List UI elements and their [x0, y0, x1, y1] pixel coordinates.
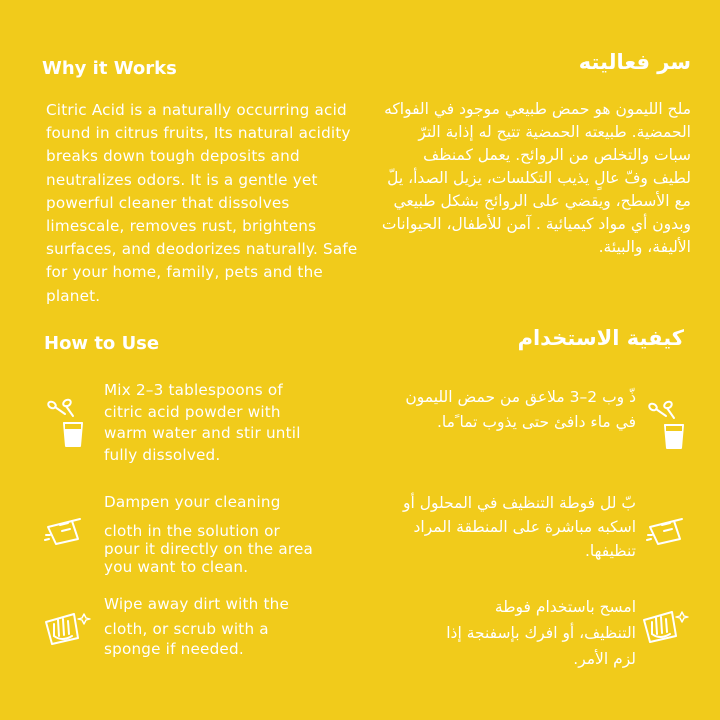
why-text-ar: ملح الليمون هو حمض طبيعي موجود في الفواكه الحمضية. طبيعته الحمضية تتيح له إذابة الترّ سبات والتخلص من الروائح. يعمل كمنظف لطيف وفّ عالٍ يذيب التكلسات، يزيل الصدأ، يلّ مع الأسطح، ويقضي على الروائح بشكل طبيعي وبدون أي مواد كيميائية . آمن للأطفال، الحيوانات الأليفة، والبيئة.	[381, 100, 691, 256]
why-text-en: Citric Acid is a naturally occurring acid found in citrus fruits, Its natural acidity breaks down tough deposits and neutralizes odors. It is a gentle yet powerful cleaner that dissolves limescale, removes rust, brightens surfaces, and deodorizes naturally. Safe for your home, family, pets and the planet.	[46, 101, 358, 305]
step-2-text-en-b: cloth in the solution or pour it directly on the area you want to clean.	[104, 522, 314, 576]
wiping-hand-icon	[642, 606, 692, 646]
how-heading-en: How to Use	[44, 333, 160, 354]
spoon-and-glass-icon	[43, 396, 85, 450]
step-3-text-en-a: Wipe away dirt with the	[104, 595, 290, 613]
step-1-text-ar: ذّ وب 2–3 ملاعق من حمض الليمون في ماء دافئ حتى يذوب تما ًما.	[405, 388, 636, 431]
step-2-text-en-a: Dampen your cleaning	[104, 493, 281, 511]
how-heading-ar: كيفية الاستخدام	[517, 326, 684, 350]
step-3-text-ar: امسح باستخدام فوطة التنظيف، أو افرك بإسفنجة إذا لزم الأمر.	[446, 598, 636, 668]
why-heading-en: Why it Works	[42, 58, 177, 79]
pouring-cup-icon	[646, 513, 688, 547]
wiping-hand-icon	[44, 608, 94, 648]
step-3-text-en-b: cloth, or scrub with a sponge if needed.	[104, 620, 269, 658]
pouring-cup-icon	[44, 513, 86, 547]
step-2-text-ar: بّ لل فوطة التنظيف في المحلول أو اسكبه مباشرة على المنطقة المراد تنظيفها.	[402, 494, 636, 560]
spoon-and-glass-icon	[644, 398, 686, 452]
why-heading-ar: سر فعاليته	[578, 50, 691, 74]
step-1-text-en: Mix 2–3 tablespoons of citric acid powder with warm water and stir until fully dissolved.	[104, 381, 301, 464]
